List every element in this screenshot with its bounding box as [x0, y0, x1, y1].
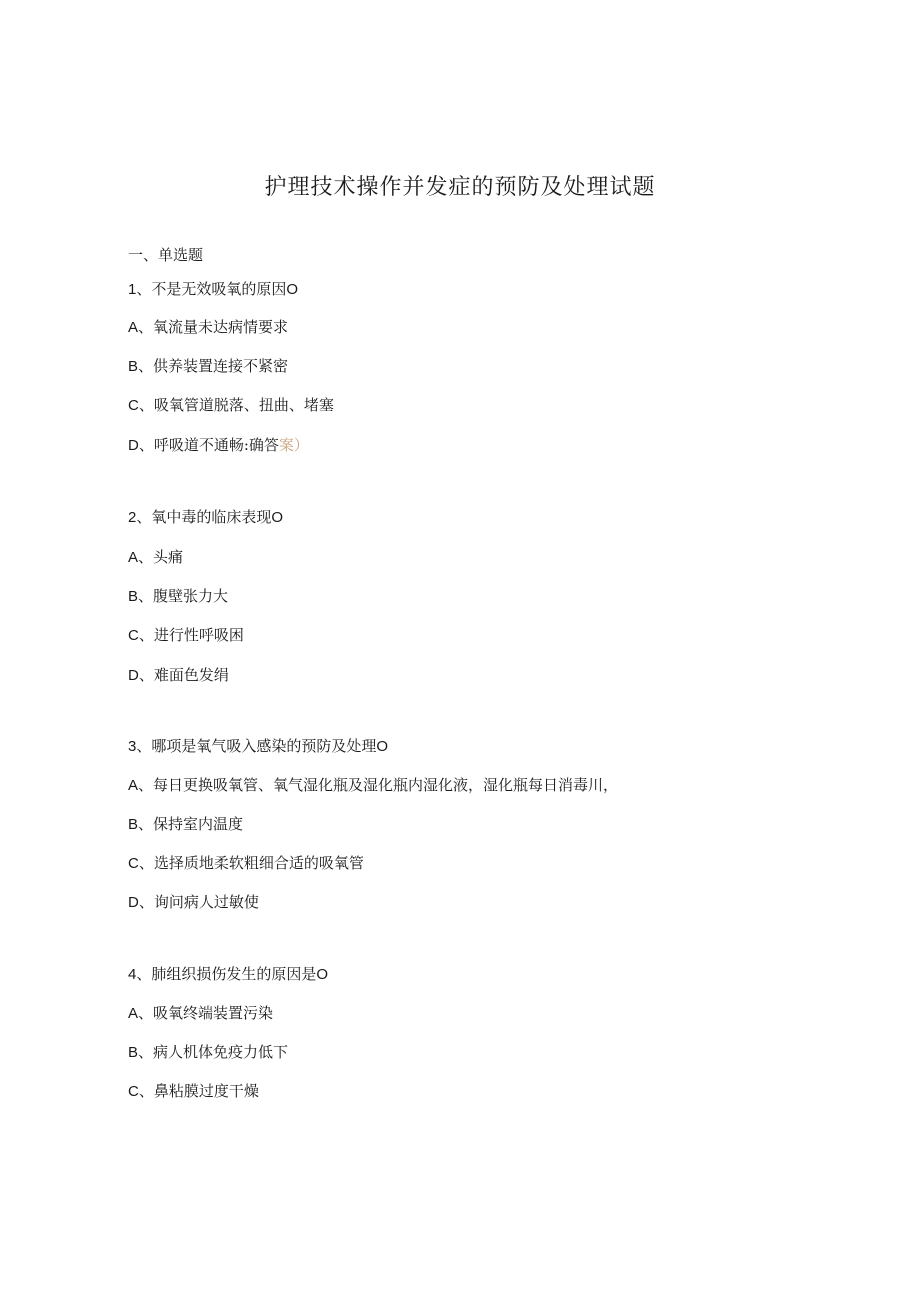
option-text: 呼吸道不通畅:确答 [153, 436, 279, 454]
option-row [128, 585, 228, 608]
page-title: 护理技术操作并发症的预防及处理试题 [264, 175, 656, 200]
option-row [128, 434, 309, 457]
question-stem [128, 735, 388, 758]
option-row [128, 355, 288, 378]
option-text: 病人机体免疫力低下 [153, 1043, 289, 1061]
option-row [128, 546, 183, 569]
option-text: 选择质地柔软粗细合适的吸氧管 [153, 854, 364, 872]
answer-blank: O [271, 509, 284, 526]
option-row [128, 394, 334, 417]
option-row [128, 813, 243, 836]
option-text: 腹壁张力大 [153, 587, 229, 605]
option-text: 保持室内温度 [153, 815, 244, 833]
answer-blank: O [316, 966, 329, 983]
option-separator: 、 [138, 436, 154, 454]
question-text: 肺组织损伤发生的原因是 [151, 965, 317, 983]
option-separator: 、 [138, 1004, 154, 1022]
option-separator: 、 [138, 1043, 154, 1061]
option-text: 吸氧管道脱落、扭曲、堵塞 [153, 396, 334, 414]
option-letter: A [128, 549, 139, 566]
option-letter: A [128, 319, 139, 336]
option-separator: 、 [138, 1082, 154, 1100]
option-letter: B [128, 1044, 139, 1061]
question-number: 4 [128, 966, 137, 983]
question-separator: 、 [136, 280, 152, 298]
question-text: 哪项是氧气吸入感染的预防及处理 [151, 737, 377, 755]
question-stem [128, 278, 298, 301]
option-separator: 、 [138, 396, 154, 414]
question-number: 2 [128, 509, 137, 526]
option-letter: A [128, 777, 139, 794]
option-separator: 、 [138, 548, 154, 566]
option-letter: D [128, 437, 139, 454]
option-separator: 、 [138, 626, 154, 644]
option-text: 供养装置连接不紧密 [153, 357, 289, 375]
option-letter: B [128, 358, 139, 375]
option-letter: D [128, 894, 139, 911]
option-separator: 、 [138, 587, 154, 605]
question-separator: 、 [136, 508, 152, 526]
option-letter: B [128, 816, 139, 833]
option-separator: 、 [138, 357, 154, 375]
question-stem [128, 963, 328, 986]
section-heading: 一、单选题 [128, 246, 204, 264]
option-row [128, 1002, 273, 1025]
option-text: 难面色发绢 [153, 666, 229, 684]
question-number: 3 [128, 738, 137, 755]
option-text: 询问病人过敏使 [153, 893, 259, 911]
option-letter: C [128, 855, 139, 872]
option-text: 每日更换吸氧管、氧气湿化瓶及湿化瓶内湿化液，湿化瓶每日消毒川， [153, 776, 619, 794]
option-row [128, 624, 244, 647]
option-text: 鼻粘膜过度干燥 [153, 1082, 259, 1100]
option-separator: 、 [138, 854, 154, 872]
option-separator: 、 [138, 666, 154, 684]
question-text: 不是无效吸氧的原因 [151, 280, 287, 298]
option-row [128, 1080, 259, 1103]
option-letter: C [128, 627, 139, 644]
option-faded-text: 案） [278, 436, 309, 454]
option-separator: 、 [138, 815, 154, 833]
option-letter: D [128, 667, 139, 684]
option-text: 头痛 [153, 548, 184, 566]
question-separator: 、 [136, 965, 152, 983]
option-row [128, 852, 364, 875]
question-number: 1 [128, 281, 137, 298]
answer-blank: O [286, 281, 299, 298]
question-stem [128, 506, 283, 529]
option-letter: B [128, 588, 139, 605]
option-separator: 、 [138, 776, 154, 794]
question-text: 氧中毒的临床表现 [151, 508, 272, 526]
option-separator: 、 [138, 893, 154, 911]
option-row [128, 664, 229, 687]
option-row [128, 1041, 288, 1064]
option-separator: 、 [138, 318, 154, 336]
option-letter: C [128, 1083, 139, 1100]
option-row [128, 316, 288, 339]
option-text: 氧流量未达病情要求 [153, 318, 289, 336]
option-text: 进行性呼吸困 [153, 626, 244, 644]
option-row [128, 774, 618, 797]
question-separator: 、 [136, 737, 152, 755]
option-row [128, 891, 259, 914]
option-letter: C [128, 397, 139, 414]
option-letter: A [128, 1005, 139, 1022]
answer-blank: O [376, 738, 389, 755]
option-text: 吸氧终端装置污染 [153, 1004, 274, 1022]
